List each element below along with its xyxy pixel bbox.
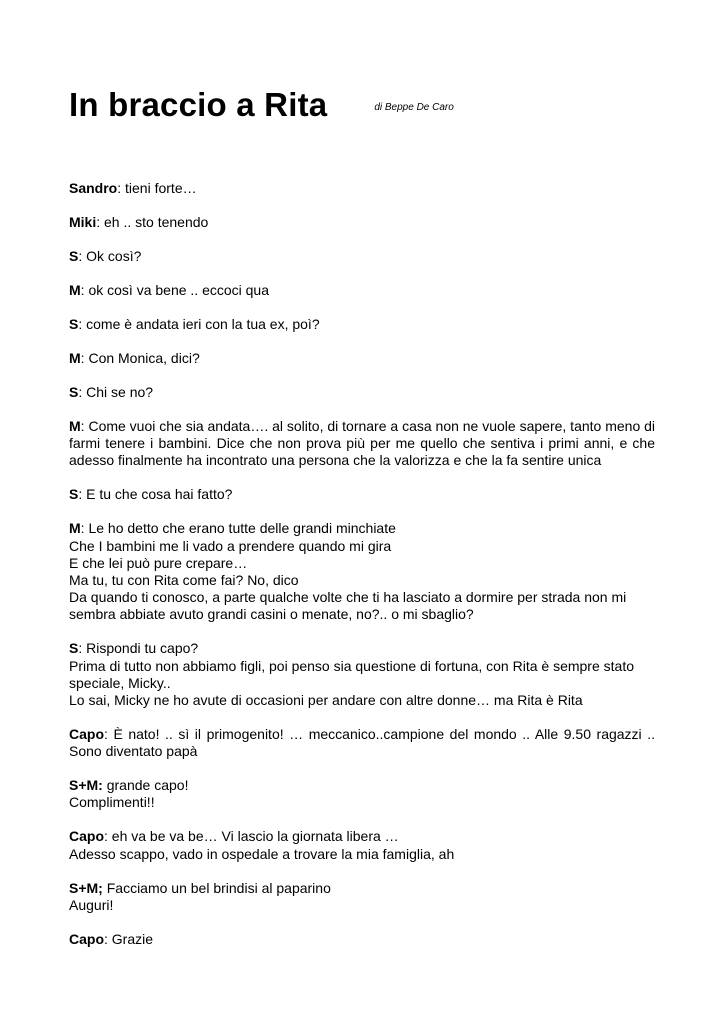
- dialogue-line: [69, 589, 655, 623]
- speaker-name: S: [69, 316, 79, 332]
- dialogue-text: come è andata ieri con la tua ex, poì?: [82, 316, 320, 332]
- dialogue-line: [69, 538, 655, 555]
- dialogue-text: Ok così?: [82, 248, 142, 264]
- speaker-name: S+M:: [69, 777, 103, 794]
- speaker-separator: :: [78, 384, 83, 400]
- speaker-name: S: [69, 640, 79, 657]
- document-title: In braccio a Rita: [69, 86, 328, 123]
- script-body: [69, 180, 655, 965]
- dialogue-text: Lo sai, Micky ne ho avute di occasioni per andare con altre donne… ma Rita è Rita: [69, 692, 583, 709]
- dialogue-text: E che lei può pure crepare…: [69, 554, 248, 571]
- dialogue-text: Complimenti!!: [69, 794, 155, 811]
- dialogue-paragraph: [69, 880, 655, 914]
- speaker-name: S: [69, 248, 79, 264]
- dialogue-text: Come vuoi che sia andata…. al solito, di tornare a casa non ne vuole sapere, tanto meno di farmi tenere i bambini. Dice che non prova più per me quello che sentiva i primi anni, e che adesso finalmente ha incontrato una persona che la valorizza e che la fa sentire unica: [69, 418, 656, 469]
- dialogue-paragraph: [69, 214, 655, 231]
- dialogue-paragraph: [69, 520, 655, 623]
- dialogue-text: E tu che cosa hai fatto?: [82, 486, 233, 503]
- dialogue-paragraph: [69, 180, 655, 197]
- speaker-separator: :: [80, 418, 85, 434]
- dialogue-line: [69, 282, 269, 298]
- dialogue-paragraph: [69, 350, 655, 367]
- dialogue-line: [69, 248, 141, 264]
- dialogue-line: [69, 640, 655, 657]
- dialogue-paragraph: [69, 282, 655, 299]
- speaker-name: M: [69, 282, 81, 298]
- dialogue-paragraph: [69, 316, 655, 333]
- dialogue-line: [69, 384, 153, 400]
- dialogue-text: È nato! .. sì il primogenito! … meccanico..campione del mondo .. Alle 9.50 ragazzi .. Sono diventato papà: [69, 726, 655, 760]
- speaker-separator: :: [80, 520, 85, 537]
- dialogue-text: Auguri!: [69, 896, 114, 913]
- dialogue-text: Ma tu, tu con Rita come fai? No, dico: [69, 572, 299, 589]
- speaker-separator: :: [78, 316, 83, 332]
- dialogue-paragraph: [69, 486, 655, 503]
- dialogue-line: [69, 828, 655, 845]
- speaker-separator: :: [78, 248, 83, 264]
- dialogue-line: [69, 931, 153, 947]
- dialogue-text: grande capo!: [102, 777, 189, 794]
- dialogue-paragraph: [69, 828, 655, 862]
- dialogue-text: Chi se no?: [82, 384, 154, 400]
- dialogue-line: [69, 777, 655, 794]
- dialogue-line: [69, 658, 655, 692]
- speaker-separator: :: [80, 282, 85, 298]
- speaker-name: S: [69, 486, 79, 503]
- dialogue-paragraph: [69, 726, 655, 760]
- dialogue-text: Grazie: [107, 930, 154, 947]
- title-row: [69, 86, 454, 124]
- author-credit: di Beppe De Caro: [374, 102, 454, 113]
- dialogue-text: Che I bambini me li vado a prendere quando mi gira: [69, 537, 392, 554]
- speaker-separator: :: [104, 828, 108, 845]
- dialogue-text: Da quando ti conosco, a parte qualche volte che ti ha lasciato a dormire per strada non mi sembra abbiate avuto grandi casini o menate, no?.. o mi sbaglio?: [69, 589, 627, 623]
- dialogue-line: [69, 486, 232, 502]
- speaker-separator: :: [117, 180, 122, 196]
- speaker-separator: :: [104, 726, 108, 743]
- dialogue-text: Rispondi tu capo?: [82, 640, 199, 657]
- dialogue-paragraph: [69, 384, 655, 401]
- speaker-name: Capo: [69, 930, 104, 947]
- speaker-name: Capo: [69, 828, 104, 845]
- dialogue-line: [69, 846, 655, 863]
- speaker-name: S+M;: [69, 879, 103, 896]
- dialogue-line: [69, 418, 655, 468]
- dialogue-line: [69, 794, 655, 811]
- dialogue-text: Facciamo un bel brindisi al paparino: [102, 879, 331, 896]
- speaker-name: Capo: [69, 726, 104, 743]
- dialogue-paragraph: [69, 418, 655, 470]
- dialogue-line: [69, 520, 655, 537]
- dialogue-text: Con Monica, dici?: [84, 350, 200, 366]
- speaker-name: M: [69, 520, 81, 537]
- speaker-name: Sandro: [69, 180, 118, 196]
- dialogue-line: [69, 726, 655, 759]
- dialogue-line: [69, 214, 208, 230]
- dialogue-line: [69, 180, 197, 196]
- speaker-name: Miki: [69, 214, 97, 230]
- speaker-separator: :: [104, 930, 108, 947]
- speaker-separator: :: [96, 214, 101, 230]
- dialogue-paragraph: [69, 640, 655, 709]
- dialogue-line: [69, 316, 320, 332]
- dialogue-text: eh va be va be… Vi lascio la giornata libera …: [107, 828, 399, 845]
- dialogue-paragraph: [69, 248, 655, 265]
- dialogue-text: Le ho detto che erano tutte delle grandi minchiate: [84, 520, 396, 537]
- dialogue-line: [69, 350, 200, 366]
- speaker-name: M: [69, 418, 81, 434]
- dialogue-text: Adesso scappo, vado in ospedale a trovare la mia famiglia, ah: [69, 845, 455, 862]
- dialogue-line: [69, 880, 655, 897]
- dialogue-line: [69, 572, 655, 589]
- dialogue-text: tieni forte…: [121, 180, 197, 196]
- speaker-separator: :: [78, 640, 83, 657]
- dialogue-line: [69, 692, 655, 709]
- dialogue-text: eh .. sto tenendo: [100, 214, 209, 230]
- dialogue-text: ok così va bene .. eccoci qua: [84, 282, 270, 298]
- dialogue-line: [69, 897, 655, 914]
- dialogue-paragraph: [69, 777, 655, 811]
- speaker-separator: :: [78, 486, 83, 503]
- dialogue-paragraph: [69, 931, 655, 948]
- dialogue-text: Prima di tutto non abbiamo figli, poi penso sia questione di fortuna, con Rita è sempre stato speciale, Micky..: [69, 657, 634, 691]
- dialogue-line: [69, 555, 655, 572]
- speaker-name: M: [69, 350, 81, 366]
- speaker-separator: :: [80, 350, 85, 366]
- speaker-name: S: [69, 384, 79, 400]
